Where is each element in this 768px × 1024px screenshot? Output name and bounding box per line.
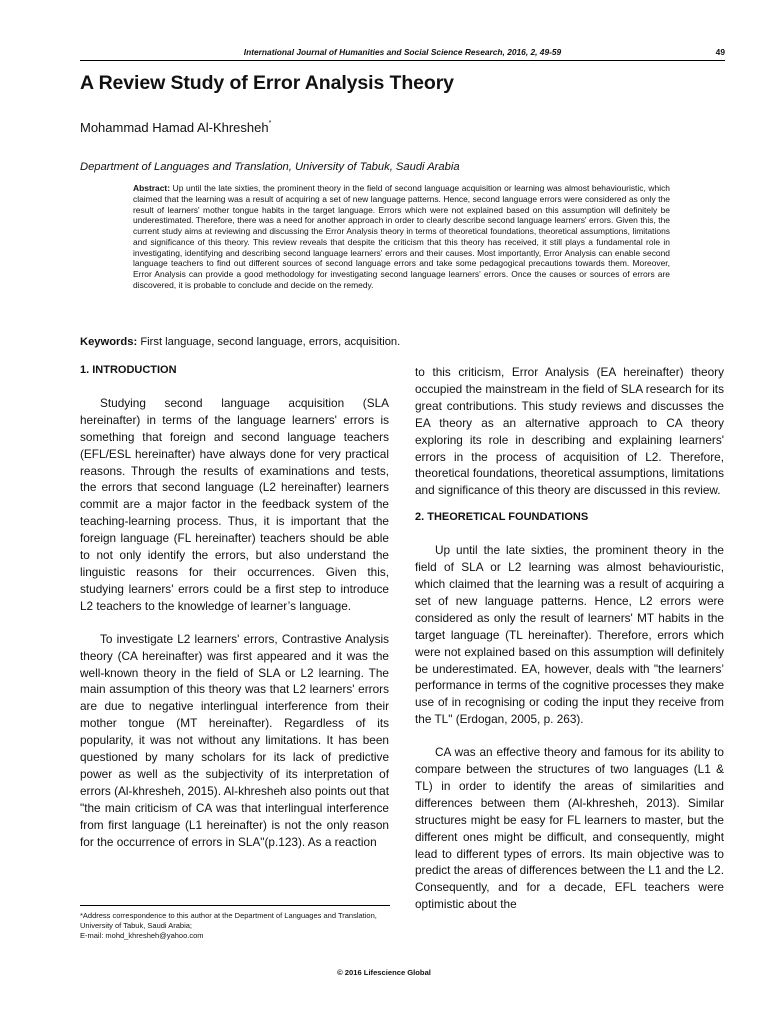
keywords [80,336,400,348]
keywords-text: First language, second language, errors, acquisition. [140,336,401,348]
author-name: Mohammad Hamad Al-Khresheh [80,120,269,135]
article-title: A Review Study of Error Analysis Theory [80,72,454,94]
author-footnote-mark: * [268,119,272,127]
journal-citation: International Journal of Humanities and Social Science Research, 2016, 2, 49-59 [243,47,562,57]
affiliation: Department of Languages and Translation, University of Tabuk, Saudi Arabia [80,161,460,173]
abstract [133,183,670,291]
footnote-divider [80,905,390,906]
section-heading-theoretical-foundations: 2. THEORETICAL FOUNDATIONS [415,511,589,524]
paragraph: Studying second language acquisition (SLA hereinafter) in terms of the language learners' errors is something that foreign and second language teachers (EFL/ESL hereinafter) have always done for very practical reasons. Through the results of examinations and tests, the errors that second language (L2 hereinafter) learners commit are a major factor in the feedback system of the teaching-learning process. Thus, it is important that the foreign language (FL hereinafter) teachers should be able to not only identify the errors, but also understand the linguistic reasons for their occurrences. Given this, studying learners' errors could be a first step to introduce L2 teachers to the knowledge of learner’s language. [80,395,389,613]
right-column [415,364,724,913]
left-column [80,362,389,850]
author-line [80,120,271,135]
page-footer: © 2016 Lifescience Global [337,968,431,977]
paragraph: Up until the late sixties, the prominent theory in the field of SLA or L2 learning was almost behaviouristic, which claimed that the learning was a result of acquiring a set of new language patterns. Hence, L2 errors were considered as only the result of learners' MT habits in the target language (TL hereinafter). Therefore, errors which were not explained based on this assumption will definitely be underestimated. EA, however, deals with "the learners’ performance in terms of the cognitive processes they make use of in recognising or coding the input they receive from the TL" (Erdogan, 2005, p. 263). [415,543,724,727]
running-header [80,47,725,61]
keywords-label: Keywords: [80,336,138,348]
abstract-label: Abstract: [133,183,171,193]
section-heading-introduction: 1. INTRODUCTION [80,364,177,376]
footnote-address: *Address correspondence to this author at the Department of Languages and Translation, University of Tabuk, Saudi Arabia; [80,911,377,930]
footnote [80,911,392,941]
abstract-text: Up until the late sixties, the prominent theory in the field of second language acquisition or learning was almost behaviouristic, which claimed that the learning was a result of acquiring a set of new language patterns. Hence, second language errors were considered as only the result of learners' mother tongue habits in the target language. Errors which were not explained based on this assumption will definitely be underestimated. Therefore, there was a need for another approach in order to clearly describe second language learners' errors. Given this, the current study aims at reviewing and discussing the Error Analysis theory in terms of theoretical foundations, theoretical assumptions, limitations and significance of this theory. This review reveals that despite the criticism that this theory has received, it still plays a fundamental role in investigating, identifying and describing second language learners' errors and their causes. Most importantly, Error Analysis can enable second language teachers to find out different sources of second language errors and take some pedagogical precautions towards them. Moreover, Error Analysis can provide a good methodology for investigating second language learners' errors. Once the causes or sources of errors are discovered, it is probable to conclude and decide on the remedy. [133,183,670,290]
page-number: 49 [715,47,725,57]
footnote-email: E-mail: mohd_khresheh@yahoo.com [80,931,204,940]
paragraph: To investigate L2 learners' errors, Contrastive Analysis theory (CA hereinafter) was first appeared and it was the well-known theory in the field of SLA or L2 learning. The main assumption of this theory was that L2 learners' errors are due to negative interlingual interference from their mother tongue (MT hereinafter). Regardless of its popularity, it was not without any limitations. It has been questioned by many scholars for its lack of predictive power as well as the subjectivity of its interpretation of errors (Al-khresheh, 2015). Al-khresheh also points out that "the main criticism of CA was that interlingual interference from first language (L1 hereinafter) is not the only reason for the occurrence of errors in SLA"(p.123). As a reaction [80,631,389,849]
paragraph: to this criticism, Error Analysis (EA hereinafter) theory occupied the mainstream in the field of SLA research for its great contributions. This study reviews and discusses the EA theory as an alternative approach to CA theory exploring its role in describing and explaining learners' errors in the process of acquisition of L2. Therefore, theoretical foundations, theoretical assumptions, limitations and significance of this theory are discussed in this review. [415,365,724,498]
paragraph: CA was an effective theory and famous for its ability to compare between the structures of two languages (L1 & TL) in order to identify the areas of similarities and differences between them (Al-khresheh, 2013). Similar structures might be easy for FL learners to master, but the different ones might be difficult, and consequently, might lead to different types of errors. Its main objective was to predict the areas of differences between the L1 and the L2. Consequently, and for a decade, EFL teachers were optimistic about the [415,745,724,912]
